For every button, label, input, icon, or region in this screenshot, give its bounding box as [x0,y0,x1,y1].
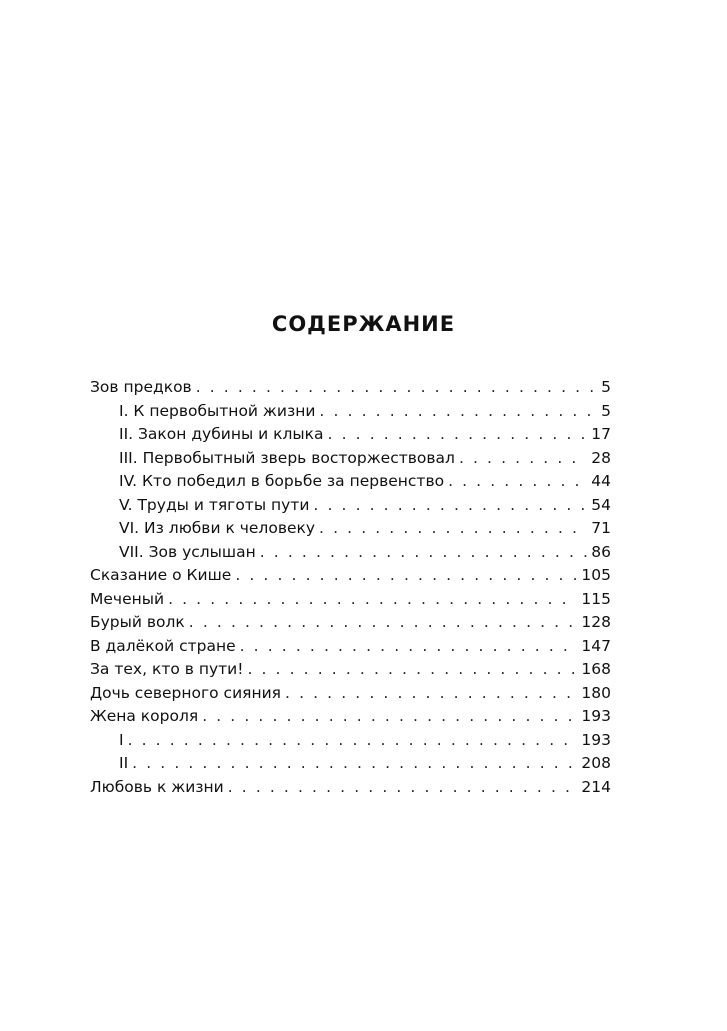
toc-entry-title: Жена короля [90,707,199,725]
toc-entry-title: Меченый [90,589,165,608]
toc-entry[interactable] [90,658,611,682]
toc-entry-page: 128 [581,613,611,631]
toc-entry-page: 5 [601,401,611,420]
dot-leader [448,470,587,494]
toc-entry-title: IV. Кто победил в борьбе за первенство [119,472,445,490]
toc-subentry[interactable] [90,423,611,447]
dot-leader [235,564,577,588]
toc-subentry[interactable] [90,517,611,541]
toc-entry[interactable] [90,588,611,612]
toc-entry-page: 5 [601,378,611,396]
toc-entry-title: II [119,754,129,772]
dot-leader [168,588,577,612]
dot-leader [202,705,577,729]
dot-leader [260,541,588,565]
toc-entry-page: 105 [581,566,611,584]
dot-leader [285,682,577,706]
dot-leader [132,752,577,776]
toc-entry-page: 71 [591,519,611,537]
toc-entry-title: I [119,730,124,749]
dot-leader [247,658,577,682]
toc-subentry[interactable] [90,494,611,518]
toc-entry-title: I. К первобытной жизни [119,401,316,420]
dot-leader [459,447,587,471]
toc-entry-page: 214 [581,777,611,796]
toc-entry[interactable] [90,635,611,659]
toc-entry-page: 28 [591,448,611,467]
toc-entry-title: Любовь к жизни [90,777,224,796]
toc-entry[interactable] [90,611,611,635]
toc-entry-page: 147 [581,636,611,655]
dot-leader [240,635,578,659]
toc-entry-title: Бурый волк [90,613,185,631]
toc-entry-title: III. Первобытный зверь восторжествовал [119,448,455,467]
page-title: СОДЕРЖАНИЕ [271,312,456,336]
toc-entry-title: Сказание о Кише [90,566,232,584]
toc-entry-page: 44 [591,472,611,490]
toc-entry-title: За тех, кто в пути! [90,660,244,678]
dot-leader [196,376,597,400]
toc-entry[interactable] [90,564,611,588]
dot-leader [128,729,578,753]
toc-entry-page: 168 [581,660,611,678]
toc-entry[interactable] [90,776,611,800]
toc-entry-title: В далёкой стране [90,636,236,655]
toc-subentry[interactable] [90,400,611,424]
toc-entry[interactable] [90,376,611,400]
toc-entry-page: 180 [581,683,611,702]
toc-entry-title: Дочь северного сияния [90,683,282,702]
toc-entry-page: 86 [591,542,611,561]
toc-subentry[interactable] [90,752,611,776]
toc-entry[interactable] [90,705,611,729]
dot-leader [328,423,588,447]
toc-entry-title: V. Труды и тяготы пути [119,495,310,514]
toc-entry-title: Зов предков [90,378,192,396]
toc-entry-page: 17 [591,425,611,443]
dot-leader [319,517,587,541]
dot-leader [228,776,578,800]
dot-leader [313,494,587,518]
toc-entry-page: 193 [581,730,611,749]
dot-leader [319,400,597,424]
toc-entry-page: 208 [581,754,611,772]
toc-entry[interactable] [90,682,611,706]
toc-subentry[interactable] [90,729,611,753]
dot-leader [189,611,578,635]
table-of-contents [90,376,611,799]
toc-entry-title: VI. Из любви к человеку [119,519,316,537]
toc-entry-page: 115 [581,589,611,608]
toc-entry-title: II. Закон дубины и клыка [119,425,324,443]
toc-subentry[interactable] [90,447,611,471]
toc-entry-page: 193 [581,707,611,725]
toc-subentry[interactable] [90,470,611,494]
toc-entry-page: 54 [591,495,611,514]
toc-entry-title: VII. Зов услышан [119,542,256,561]
toc-subentry[interactable] [90,541,611,565]
